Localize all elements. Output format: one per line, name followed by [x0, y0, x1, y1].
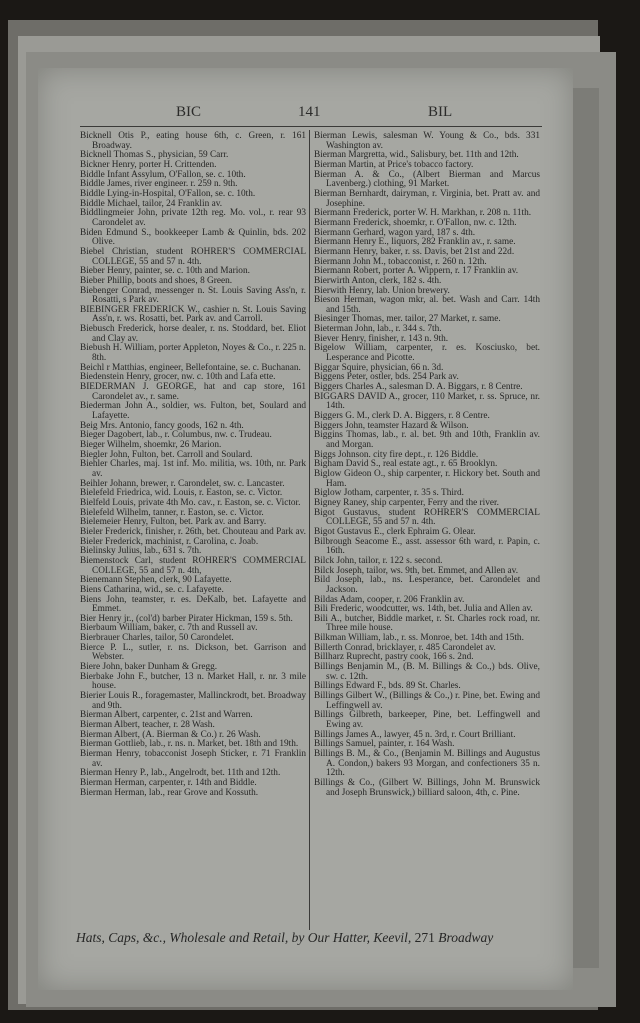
page-number: 141 — [298, 104, 321, 120]
right-column — [314, 132, 540, 798]
directory-entry: Bild Joseph, lab., ns. Lesperance, bet. Carondelet and Jackson. — [314, 575, 540, 595]
directory-entry: Biggers John, teamster Hazard & Wilson. — [314, 420, 469, 431]
directory-entry: Bigot Gustavus, student ROHRER'S COMMERCIAL COLLEGE, 55 and 57 n. 4th. — [314, 507, 540, 528]
directory-entry: Bicknell Otis P., eating house 6th, c. Green, r. 161 Broadway. — [80, 131, 306, 151]
directory-entry: Biddle Michael, tailor, 24 Franklin av. — [80, 198, 223, 209]
header-rule — [80, 126, 542, 127]
directory-entry: Biegler John, Fulton, bet. Carroll and Soulard. — [80, 449, 253, 460]
directory-entry: Biggs Johnson. city fire dept., r. 126 Biddle. — [314, 449, 479, 460]
directory-entry: Biesinger Thomas, mer. tailor, 27 Market, r. same. — [314, 314, 501, 325]
directory-entry: Bili A., butcher, Biddle market, r. St. Charles rock road, nr. Three mile house. — [314, 613, 540, 634]
directory-entry: Bigelow William, carpenter, r. es. Kosciusko, bet. Lesperance and Picotte. — [314, 343, 540, 364]
directory-entry: Beihler Johann, brewer, r. Carondelet, sw. c. Lancaster. — [80, 478, 285, 489]
directory-entry: Bielfeld Louis, private 4th Mo. cav., r. Easton, se. c. Victor. — [80, 497, 301, 508]
directory-entry: Biddle Lying-in-Hospital, O'Fallon, se. c. 10th. — [80, 188, 256, 199]
directory-entry: Bieber Phillip, boots and shoes, 8 Green. — [80, 275, 233, 286]
directory-entry: Bielemeier Henry, Fulton, bet. Park av. and Barry. — [80, 517, 267, 528]
directory-entry: Bigney Raney, ship carpenter, Ferry and the river. — [314, 497, 499, 508]
directory-entry: Biggins Thomas, lab., r. al. bet. 9th and 10th, Franklin av. and Morgan. — [314, 430, 540, 450]
directory-entry: Biemenstock Carl, student ROHRER'S COMMERCIAL COLLEGE, 55 and 57 n. 4th, — [80, 555, 306, 576]
directory-entry: Bilck John, tailor, r. 122 s. second. — [314, 555, 443, 566]
directory-entry: Bielinsky Julius, lab., 631 s. 7th. — [80, 546, 202, 557]
directory-entry: Biddle Infant Assylum, O'Fallon, se. c. 10th. — [80, 169, 246, 180]
advertisement-footer — [76, 930, 546, 946]
directory-entry: Bierbake John F., butcher, 13 n. Market Hall, r. nr. 3 mile house. — [80, 671, 306, 692]
directory-entry: Bierman Albert, carpenter, c. 21st and Warren. — [80, 710, 253, 721]
directory-entry: Bierman Henry, tobacconist Joseph Sticker, r. 71 Franklin av. — [80, 749, 306, 769]
directory-entry: Biglow Gideon O., ship carpenter, r. Hickory bet. South and Ham. — [314, 468, 540, 489]
directory-entry: Bierman Henry P., lab., Angelrodt, bet. 11th and 12th. — [80, 768, 281, 779]
footer-street: Broadway — [438, 930, 494, 945]
directory-entry: Beig Mrs. Antonio, fancy goods, 162 n. 4th. — [80, 420, 244, 431]
directory-entry: Biddle James, river engineer. r. 259 n. 9th. — [80, 179, 238, 190]
directory-entry: Biermann John M., tobacconist, r. 260 n. 12th. — [314, 256, 487, 267]
directory-entry: Billings Gilbreth, barkeeper, Pine, bet. Leffingwell and Ewing av. — [314, 710, 540, 731]
directory-entry: Biebusch Frederick, horse dealer, r. ns. Stoddard, bet. Eliot and Clay av. — [80, 324, 306, 344]
directory-entry: Billings Benjamin M., (B. M. Billings & Co.,) bds. Olive, sw. c. 12th. — [314, 662, 540, 682]
directory-entry: Bier Henry jr., (col'd) barber Pirater Hickman, 159 s. 5th. — [80, 613, 293, 624]
directory-entry: BIEDERMAN J. GEORGE, hat and cap store, 161 Carondelet av., r. same. — [80, 382, 306, 402]
directory-entry: Bierman Herman, lab., rear Grove and Kossuth. — [80, 787, 259, 798]
directory-entry: Biermann Henry E., liquors, 282 Franklin av., r. same. — [314, 237, 516, 248]
directory-entry: BIEBINGER FREDERICK W., cashier n. St. Louis Saving Ass'n, r. ws. Rosatti, bet. Park av. and Carroll. — [80, 304, 306, 325]
directory-entry: Biermann Frederick, porter W. H. Markhan, r. 208 n. 11th. — [314, 208, 532, 219]
directory-entry: Bieber Henry, painter, se. c. 10th and Marion. — [80, 266, 250, 277]
header-left-guide: BIC — [176, 104, 202, 120]
directory-entry: Billings Samuel, painter, r. 164 Wash. — [314, 739, 455, 750]
directory-entry: Biebenger Conrad, messenger n. St. Louis Saving Ass'n, r. Rosatti, s Park av. — [80, 285, 306, 306]
directory-entry: Billharz Ruprecht, pastry cook, 166 s. 2nd. — [314, 652, 474, 663]
directory-page — [38, 68, 573, 990]
directory-entry: Beichl r Matthias, engineer, Bellefontaine, se. c. Buchanan. — [80, 362, 301, 373]
directory-entry: Bierman Margretta, wid., Salisbury, bet. 11th and 12th. — [314, 150, 519, 161]
directory-entry: Biermann Robert, porter A. Wippern, r. 17 Franklin av. — [314, 266, 519, 277]
directory-entry: Bickner Henry, porter H. Crittenden. — [80, 159, 217, 170]
directory-entry: Biebel Christian, student ROHRER'S COMMERCIAL COLLEGE, 55 and 57 n. 4th. — [80, 246, 306, 267]
left-column — [80, 132, 306, 798]
directory-entry: Bierman A. & Co., (Albert Bierman and Marcus Lavenberg.) clothing, 91 Market. — [314, 169, 540, 190]
directory-entry: Bielefeld Wilhelm, tanner, r. Easton, se. c. Victor. — [80, 507, 264, 518]
directory-entry: Bierman Bernhardt, dairyman, r. Virginia, bet. Pratt av. and Josephine. — [314, 188, 540, 209]
directory-entry: Bierman Herman, carpenter, r. 14th and Biddle. — [80, 777, 257, 788]
directory-entry: Bierman Albert, (A. Bierman & Co.) r. 26 Wash. — [80, 729, 261, 740]
directory-entry: Billings Edward F., bds. 89 St. Charles. — [314, 681, 461, 692]
directory-entry: Biggers Charles A., salesman D. A. Biggars, r. 8 Centre. — [314, 382, 523, 393]
directory-entry: Bieger Dagobert, lab., r. Columbus, nw. c. Trudeau. — [80, 430, 272, 441]
directory-entry: Biermann Gerhard, wagon yard, 187 s. 4th. — [314, 227, 476, 238]
directory-entry: Bilkman William, lab., r. ss. Monroe, bet. 14th and 15th. — [314, 633, 524, 644]
directory-entry: Bieger Wilhelm, shoemkr, 26 Marion. — [80, 440, 222, 450]
directory-entry: BIGGARS DAVID A., grocer, 110 Market, r. ss. Spruce, nr. 14th. — [314, 391, 540, 412]
directory-entry: Biere John, baker Dunham & Gregg. — [80, 662, 218, 673]
footer-number: 271 — [414, 930, 435, 945]
directory-entry: Bilck Joseph, tailor, ws. 9th, bet. Emmet, and Allen av. — [314, 565, 519, 576]
directory-entry: Biddlingmeier John, private 12th reg. Mo. vol., r. rear 93 Carondelet av. — [80, 208, 306, 228]
directory-entry: Bicknell Thomas S., physician, 59 Carr. — [80, 150, 229, 161]
directory-entry: Biehler Charles, maj. 1st inf. Mo. militia, ws. 10th, nr. Park av. — [80, 459, 306, 479]
directory-entry: Billings & Co., (Gilbert W. Billings, John M. Brunswick and Joseph Brunswick,) billiard saloon, 4th, c. Pine. — [314, 777, 540, 798]
directory-entry: Biederman John A., soldier, ws. Fulton, bet, Soulard and Lafayette. — [80, 401, 306, 422]
directory-entry: Biden Edmund S., bookkeeper Lamb & Quinlin, bds. 202 Olive. — [80, 227, 306, 248]
directory-entry: Biglow Jotham, carpenter, r. 35 s. Third. — [314, 488, 464, 499]
directory-entry: Bieterman John, lab., r. 344 s. 7th. — [314, 324, 442, 335]
directory-entry: Billerth Conrad, bricklayer, r. 485 Carondelet av. — [314, 642, 496, 653]
directory-entry: Bieler Frederick, finisher, r. 26th, bet. Chouteau and Park av. — [80, 526, 306, 537]
directory-entry: Biggens Peter, ostler, bds. 254 Park av. — [314, 372, 459, 383]
directory-entry: Bilbrough Seacome E., asst. assessor 6th ward, r. Papin, c. 16th. — [314, 536, 540, 557]
directory-entry: Biggar Squire, physician, 66 n. 3d. — [314, 362, 444, 373]
directory-entry: Biens Catharina, wid., se. c. Lafayette. — [80, 584, 224, 595]
directory-entry: Biermann Henry, baker, r. ss. Davis, bet 21st and 22d. — [314, 246, 515, 257]
directory-entry: Bierwirth Anton, clerk, 182 s. 4th. — [314, 275, 442, 286]
directory-entry: Bierbrauer Charles, tailor, 50 Carondelet. — [80, 633, 234, 644]
directory-entry: Bigham David S., real estate agt., r. 65 Brooklyn. — [314, 459, 498, 470]
directory-entry: Bierman Lewis, salesman W. Young & Co., bds. 331 Washington av. — [314, 131, 540, 151]
directory-entry: Bildas Adam, cooper, r. 206 Franklin av. — [314, 594, 465, 605]
directory-entry: Biebush H. William, porter Appleton, Noyes & Co., r. 225 n. 8th. — [80, 343, 306, 364]
footer-text: Hats, Caps, &c., Wholesale and Retail, by Our Hatter, Keevil, — [76, 930, 412, 945]
directory-entry: Bierman Albert, teacher, r. 28 Wash. — [80, 720, 215, 731]
running-header — [80, 104, 535, 124]
directory-entry: Bili Frederic, woodcutter, ws. 14th, bet. Julia and Allen av. — [314, 604, 533, 615]
directory-entry: Bierman Gottlieb, lab., r. ns. n. Market, bet. 18th and 19th. — [80, 739, 299, 750]
column-divider — [309, 130, 310, 930]
directory-entry: Biermann Frederick, shoemkr, r. O'Fallon, nw. c. 12th. — [314, 217, 517, 228]
directory-entry: Biedenstein Henry, grocer, nw. c. 10th and Lafa ette. — [80, 372, 276, 383]
directory-entry: Billings Gilbert W., (Billings & Co.,) r. Pine, bet. Ewing and Leffingwell av. — [314, 691, 540, 711]
directory-entry: Bierman Martin, at Price's tobacco factory. — [314, 159, 474, 170]
directory-entry: Bienemann Stephen, clerk, 90 Lafayette. — [80, 575, 232, 586]
directory-entry: Billings B. M., & Co., (Benjamin M. Billings and Augustus A. Condon,) bakers 93 Morgan, and confectioners 35 n. 12th. — [314, 749, 540, 779]
directory-entry: Biggers G. M., clerk D. A. Biggers, r. 8 Centre. — [314, 411, 490, 422]
directory-entry: Bieson Herman, wagon mkr, al. bet. Wash and Carr. 14th and 15th. — [314, 295, 540, 315]
directory-entry: Bielefeld Friedrica, wid. Louis, r. Easton, se. c. Victor. — [80, 488, 283, 499]
directory-entry: Biever Henry, finisher, r. 143 n. 9th. — [314, 333, 449, 344]
page-edges — [573, 88, 599, 968]
directory-entry: Bierbaum William, baker, c. 7th and Russell av. — [80, 623, 258, 634]
header-right-guide: BIL — [428, 104, 453, 120]
directory-entry: Biens John, teamster, r. es. DeKalb, bet. Lafayette and Emmet. — [80, 594, 306, 615]
directory-entry: Bigot Gustavus E., clerk Ephraim G. Olear. — [314, 526, 476, 537]
directory-entry: Bieler Frederick, machinist, r. Carolina, c. Joab. — [80, 536, 259, 547]
directory-entry: Bierier Louis R., foragemaster, Mallinckrodt, bet. Broadway and 9th. — [80, 691, 306, 711]
directory-entry: Billings James A., lawyer, 45 n. 3rd, r. Court Brilliant. — [314, 729, 516, 740]
directory-entry: Bierwith Henry, lab. Union brewery. — [314, 285, 450, 296]
directory-entry: Bierce P. L., sutler, r. ns. Dickson, bet. Garrison and Webster. — [80, 642, 306, 663]
